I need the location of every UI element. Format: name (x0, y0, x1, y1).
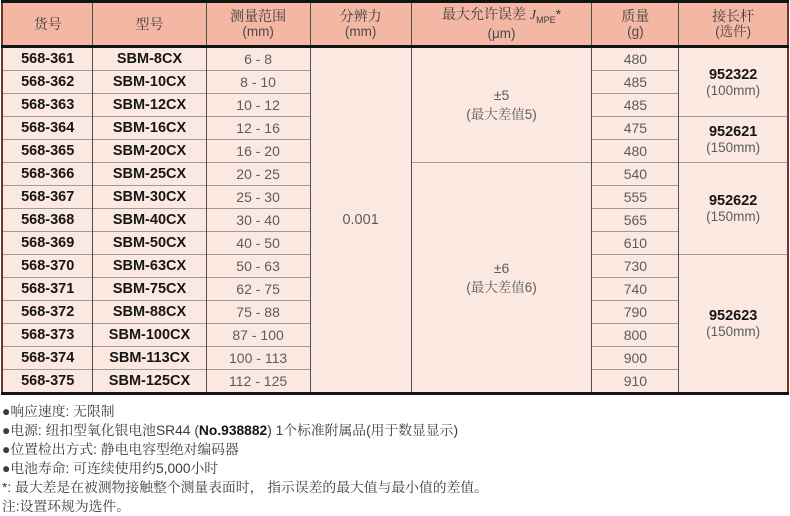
header-row (2, 2, 788, 47)
table-row (2, 47, 788, 71)
col-title: 最大允许误差 $J_{MPE}*$ (442, 6, 562, 25)
error-note: (最大差值6) (466, 279, 537, 295)
cell-model: SBM-25CX (93, 163, 206, 186)
rod-code: 952621 (708, 124, 758, 140)
cell-mass: 900 (592, 347, 679, 370)
footnote-line (2, 440, 790, 459)
cell-model: SBM-50CX (93, 232, 206, 255)
col-unit: (μm) (487, 25, 516, 41)
col-title: 型号 (135, 15, 164, 32)
cell-model: SBM-10CX (93, 71, 206, 94)
cell-mass: 485 (592, 71, 679, 94)
cell-mass: 610 (592, 232, 679, 255)
cell-range: 112 - 125 (206, 370, 310, 394)
footnote-text: ●电源: 纽扣型氧化银电池SR44 ( (2, 423, 199, 438)
cell-mass: 730 (592, 255, 679, 278)
j-symbol: J (529, 8, 537, 24)
cell-mass: 800 (592, 324, 679, 347)
cell-model: SBM-30CX (93, 186, 206, 209)
cell-extension-rod (679, 163, 788, 255)
cell-item-no: 568-365 (2, 140, 93, 163)
cell-extension-rod (679, 255, 788, 394)
cell-item-no: 568-368 (2, 209, 93, 232)
cell-item-no: 568-370 (2, 255, 93, 278)
cell-extension-rod (679, 117, 788, 163)
footnote-bold: No.938882 (198, 423, 268, 438)
rod-code: 952322 (708, 66, 758, 83)
cell-mass: 910 (592, 370, 679, 394)
rod-size: (150mm) (706, 324, 761, 339)
footnote-line (2, 478, 790, 497)
cell-model: SBM-75CX (93, 278, 206, 301)
footnote-line (2, 497, 790, 516)
cell-range: 10 - 12 (206, 94, 310, 117)
footnote-line (2, 402, 790, 421)
cell-item-no: 568-364 (2, 117, 93, 140)
cell-error (411, 47, 592, 163)
footnote-text: *: 最大差是在被测物接触整个测量表面时， 指示误差的最大值与最小值的差值。 (2, 480, 488, 495)
footnote-text: ●电池寿命: 可连续使用约5,000小时 (2, 461, 219, 476)
cell-item-no: 568-362 (2, 71, 93, 94)
col-header-model (93, 2, 206, 47)
col-title: 分辨力 (339, 7, 382, 24)
footnotes (2, 402, 790, 516)
col-title: 接长杆 (712, 7, 755, 24)
cell-mass: 555 (592, 186, 679, 209)
spec-table-body (2, 47, 788, 394)
cell-item-no: 568-374 (2, 347, 93, 370)
cell-item-no: 568-375 (2, 370, 93, 394)
cell-range: 87 - 100 (206, 324, 310, 347)
cell-model: SBM-20CX (93, 140, 206, 163)
cell-range: 62 - 75 (206, 278, 310, 301)
cell-model: SBM-8CX (93, 47, 206, 71)
cell-range: 40 - 50 (206, 232, 310, 255)
footnote-text: ) 1个标准附属品(用于数显显示) (267, 423, 459, 438)
col-header-item-no (2, 2, 93, 47)
cell-range: 30 - 40 (206, 209, 310, 232)
col-title: 货号 (33, 15, 62, 32)
col-header-resolution (310, 2, 411, 47)
cell-mass: 475 (592, 117, 679, 140)
cell-item-no: 568-366 (2, 163, 93, 186)
cell-resolution: 0.001 (310, 47, 411, 394)
col-unit: (mm) (344, 24, 377, 40)
mpe-subscript: MPE (536, 14, 556, 25)
cell-model: SBM-113CX (93, 347, 206, 370)
col-title: 质量 (621, 7, 650, 24)
cell-range: 12 - 16 (206, 117, 310, 140)
cell-model: SBM-16CX (93, 117, 206, 140)
cell-range: 75 - 88 (206, 301, 310, 324)
cell-item-no: 568-363 (2, 94, 93, 117)
col-unit: (选件) (715, 24, 752, 40)
cell-mass: 790 (592, 301, 679, 324)
rod-size: (100mm) (706, 82, 761, 98)
rod-size: (150mm) (706, 209, 761, 224)
cell-model: SBM-125CX (93, 370, 206, 394)
rod-code: 952622 (708, 193, 758, 209)
col-header-rod (679, 2, 788, 47)
cell-model: SBM-40CX (93, 209, 206, 232)
cell-range: 6 - 8 (206, 47, 310, 71)
footnote-line (2, 459, 790, 478)
cell-item-no: 568-373 (2, 324, 93, 347)
footnote-text: 注:设置环规为选件。 (2, 499, 131, 514)
col-header-error (411, 2, 592, 47)
footnote-line (2, 421, 790, 440)
spec-table-header (2, 2, 788, 47)
cell-mass: 485 (592, 94, 679, 117)
cell-item-no: 568-361 (2, 47, 93, 71)
cell-extension-rod (679, 47, 788, 117)
col-header-mass (592, 2, 679, 47)
cell-model: SBM-12CX (93, 94, 206, 117)
cell-mass: 740 (592, 278, 679, 301)
error-value: ±6 (493, 259, 510, 276)
cell-range: 100 - 113 (206, 347, 310, 370)
spec-table (1, 0, 789, 395)
cell-range: 16 - 20 (206, 140, 310, 163)
cell-mass: 565 (592, 209, 679, 232)
cell-range: 20 - 25 (206, 163, 310, 186)
error-value: ±5 (493, 87, 510, 103)
cell-model: SBM-63CX (93, 255, 206, 278)
error-note: (最大差值5) (466, 107, 537, 122)
cell-item-no: 568-369 (2, 232, 93, 255)
error-star: * (555, 6, 562, 23)
cell-item-no: 568-371 (2, 278, 93, 301)
cell-model: SBM-88CX (93, 301, 206, 324)
cell-item-no: 568-367 (2, 186, 93, 209)
cell-range: 25 - 30 (206, 186, 310, 209)
cell-range: 50 - 63 (206, 255, 310, 278)
col-title: 测量范围 (230, 7, 287, 24)
footnote-text: ●位置检出方式: 静电电容型绝对编码器 (2, 442, 239, 457)
cell-model: SBM-100CX (93, 324, 206, 347)
cell-mass: 480 (592, 140, 679, 163)
col-unit: (mm) (242, 24, 274, 40)
footnote-text: ●响应速度: 无限制 (2, 404, 115, 419)
cell-error (411, 163, 592, 394)
cell-item-no: 568-372 (2, 301, 93, 324)
cell-range: 8 - 10 (206, 71, 310, 94)
col-unit: (g) (627, 24, 644, 40)
col-header-range (206, 2, 310, 47)
rod-size: (150mm) (706, 140, 761, 155)
rod-code: 952623 (708, 308, 758, 324)
cell-mass: 540 (592, 163, 679, 186)
cell-mass: 480 (592, 47, 679, 71)
